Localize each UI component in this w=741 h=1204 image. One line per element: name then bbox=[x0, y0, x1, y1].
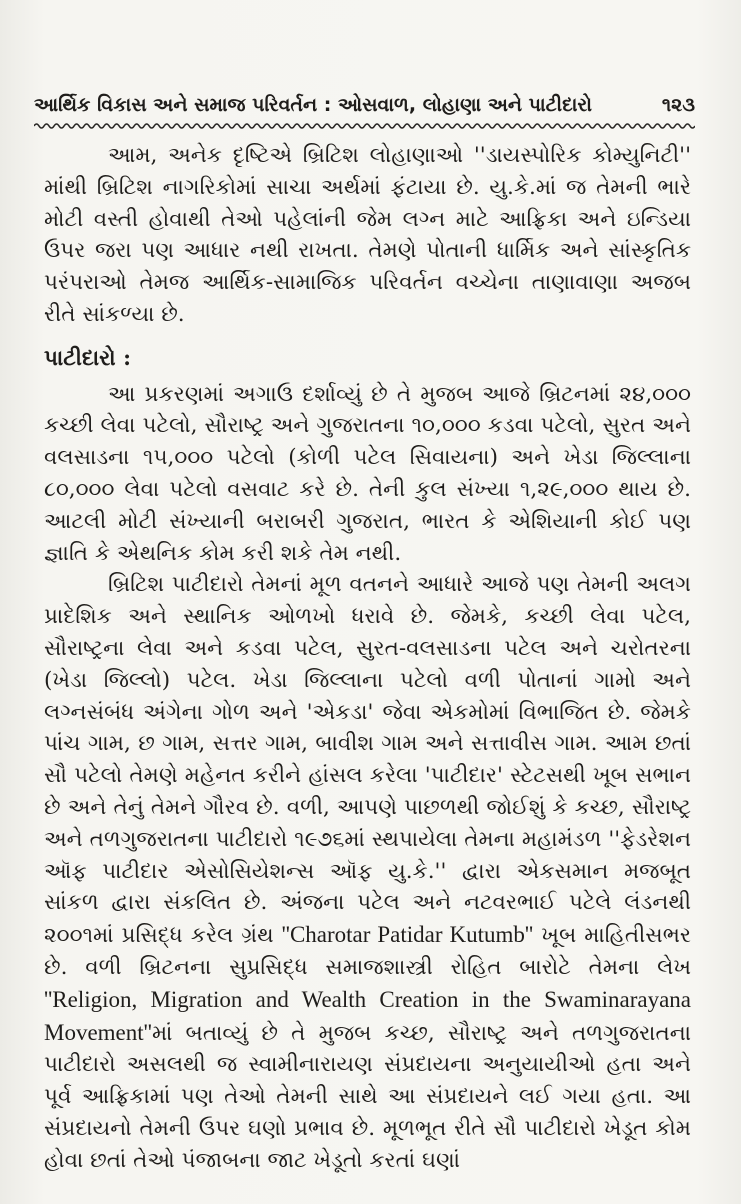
paragraph-3 bbox=[44, 569, 691, 1176]
body-text bbox=[44, 140, 691, 1177]
running-head bbox=[34, 86, 695, 116]
english-book-title: ''Charotar Patidar Kutumb'' bbox=[281, 922, 534, 948]
paragraph-2: આ પ્રકરણમાં અગાઉ દર્શાવ્યું છે તે મુજબ આજે બ્રિટનમાં ૨૪,૦૦૦ કચ્છી લેવા પટેલો, સૌરાષ્ટ્ર અને ગુજરાતના ૧૦,૦૦૦ કડવા પટેલો, સુરત અને વલસાડના ૧૫,૦૦૦ પટેલો (કોળી પટેલ સિવાયના) અને ખેડા જિલ્લાના ૮૦,૦૦૦ લેવા પટેલો વસવાટ કરે છે. તેની કુલ સંખ્યા ૧,૨૯,૦૦૦ થાય છે. આટલી મોટી સંખ્યાની બરાબરી ગુજરાત, ભારત કે એશિયાની કોઈ પણ જ્ઞાતિ કે એથનિક કોમ કરી શકે તેમ નથી. bbox=[44, 381, 691, 566]
paragraph-3-continued: ખૂબ માહિતીસભર છે. વળી બ્રિટનના સુપ્રસિદ્ધ સમાજશાસ્ત્રી રોહિત બારોટે તેમના લેખ bbox=[44, 923, 692, 980]
paragraph-3-end: માં બતાવ્યું છે તે મુજબ કચ્છ, સૌરાષ્ટ્ર અને તળગુજરાતના પાટીદારો અસલથી જ સ્વામીનારાયણ સંપ્રદાયના અનુયાયીઓ હતા અને પૂર્વ આફ્રિકામાં પણ તેઓ તેમની સાથે આ સંપ્રદાયને લઈ ગયા હતા. આ સંપ્રદાયનો તેમની ઉપર ઘણો પ્રભાવ છે. મૂળભૂત રીતે સૌ પાટીદારો ખેડૂત કોમ હોવા છતાં તેઓ પંજાબના જાટ ખેડૂતો કરતાં ઘણાં bbox=[44, 1020, 691, 1173]
english-article-title: ''Religion, Migration and Wealth Creation in the Swaminarayana Movement'' bbox=[44, 986, 691, 1045]
paragraph-1: આમ, અનેક દૃષ્ટિએ બ્રિટિશ લોહાણાઓ ''ડાયસ્પોરિક કોમ્યુનિટી'' માંથી બ્રિટિશ નાગરિકોમાં સાચા અર્થમાં ફંટાયા છે. યુ.કે.માં જ તેમની ભારે મોટી વસ્તી હોવાથી તેઓ પહેલાંની જેમ લગ્ન માટે આફ્રિકા અને ઇન્ડિયા ઉપર જરા પણ આધાર નથી રાખતા. તેમણે પોતાની ધાર્મિક અને સાંસ્કૃતિક પરંપરાઓ તેમજ આર્થિક-સામાજિક પરિવર્તન વચ્ચેના તાણાવાણા અજબ રીતે સાંકળ્યા છે. bbox=[44, 143, 691, 327]
paragraph-3-text: બ્રિટિશ પાટીદારો તેમનાં મૂળ વતનને આધારે આજે પણ તેમની અલગ પ્રાદેશિક અને સ્થાનિક ઓળખો ધરાવે છે. જેમકે, કચ્છી લેવા પટેલ, સૌરાષ્ટ્રના લેવા અને કડવા પટેલ, સુરત-વલસાડના પટેલ અને ચરોતરના (ખેડા જિલ્લો) પટેલ. ખેડા જિલ્લાના પટેલો વળી પોતાનાં ગામો અને લગ્નસંબંધ અંગેના ગોળ અને 'એકડા' જેવા એકમોમાં વિભાજિત છે. જેમકે પાંચ ગામ, છ ગામ, સત્તર ગામ, બાવીશ ગામ અને સત્તાવીસ ગામ. આમ છતાં સૌ પટેલો તેમણે મહેનત કરીને હાંસલ કરેલા 'પાટીદાર' સ્ટેટસથી ખૂબ સભાન છે અને તેનું તેમને ગૌરવ છે. વળી, આપણે પાછળથી જોઈશું કે કચ્છ, સૌરાષ્ટ્ર અને તળગુજરાતના પાટીદારો ૧૯૭૬માં સ્થપાયેલા તેમના મહામંડળ ''ફેડરેશન ઑફ પાટીદાર એસોસિયેશન્સ ઑફ યુ.કે.'' દ્વારા એકસમાન મજબૂત સાંકળ દ્વારા સંકલિત છે. અંજના પટેલ અને નટવરભાઈ પટેલે લંડનથી ૨૦૦૧માં પ્રસિદ્ધ કરેલ ગ્રંથ bbox=[44, 572, 691, 949]
section-heading: પાટીદારો : bbox=[44, 345, 132, 371]
page-number: ૧૨૩ bbox=[661, 94, 695, 116]
chapter-title: આર્થિક વિકાસ અને સમાજ પરિવર્તન : ઓસવાળ, લોહાણા અને પાટીદારો bbox=[34, 94, 592, 116]
decorative-wavy-rule bbox=[34, 122, 695, 130]
